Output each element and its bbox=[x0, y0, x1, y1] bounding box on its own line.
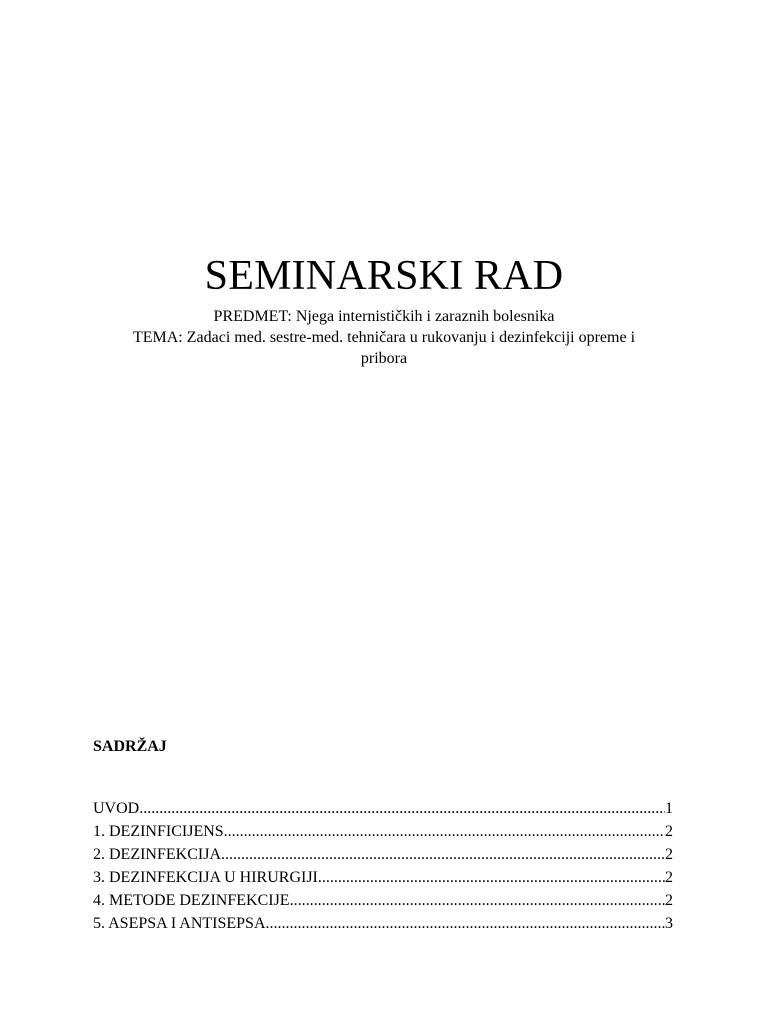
toc-item-label: 4. METODE DEZINFEKCIJE bbox=[93, 892, 290, 909]
toc-item-dezinfekcija-hirurgija[interactable] bbox=[93, 866, 673, 889]
toc-item-label: UVOD bbox=[93, 800, 140, 817]
toc-item-label: 2. DEZINFEKCIJA bbox=[93, 846, 221, 863]
toc-item-dezinfekcija[interactable] bbox=[93, 843, 673, 866]
document-title: SEMINARSKI RAD bbox=[204, 253, 564, 299]
title-block bbox=[0, 252, 768, 369]
toc-item-page: 3 bbox=[665, 915, 673, 932]
toc-item-asepsa-antisepsa[interactable] bbox=[93, 912, 673, 935]
subject-value: Njega internističkih i zaraznih bolesnika bbox=[295, 308, 555, 325]
subject-prefix: PREDMET: bbox=[213, 308, 296, 325]
toc-leader-dots bbox=[266, 912, 666, 935]
toc-item-page: 2 bbox=[665, 846, 673, 863]
topic-prefix: TEMA: Zadaci med. sestre- bbox=[132, 329, 312, 346]
toc-item-label: 3. DEZINFEKCIJA U HIRURGIJI bbox=[93, 869, 318, 886]
toc-leader-dots bbox=[221, 843, 665, 866]
toc-item-label: 5. ASEPSA I ANTISEPSA bbox=[93, 915, 266, 932]
toc-item-metode-dezinfekcije[interactable] bbox=[93, 889, 673, 912]
toc-item-page: 1 bbox=[665, 800, 673, 817]
topic-value: med. tehničara u rukovanju i dezinfekciji opreme i bbox=[311, 329, 636, 346]
toc-leader-dots bbox=[224, 820, 665, 843]
subject-line bbox=[0, 306, 768, 327]
toc-item-uvod[interactable] bbox=[93, 797, 673, 820]
toc-item-page: 2 bbox=[665, 892, 673, 909]
toc-leader-dots bbox=[290, 889, 665, 912]
toc-heading: SADRŽAJ bbox=[93, 738, 167, 755]
toc-item-dezinficijens[interactable] bbox=[93, 820, 673, 843]
toc-leader-dots bbox=[318, 866, 665, 889]
topic-continuation: pribora bbox=[360, 350, 408, 367]
topic-line bbox=[84, 327, 684, 348]
toc-item-label: 1. DEZINFICIJENS bbox=[93, 823, 224, 840]
toc-item-page: 2 bbox=[665, 823, 673, 840]
toc-leader-dots bbox=[139, 797, 665, 820]
toc-item-page: 2 bbox=[665, 869, 673, 886]
table-of-contents bbox=[93, 797, 673, 935]
